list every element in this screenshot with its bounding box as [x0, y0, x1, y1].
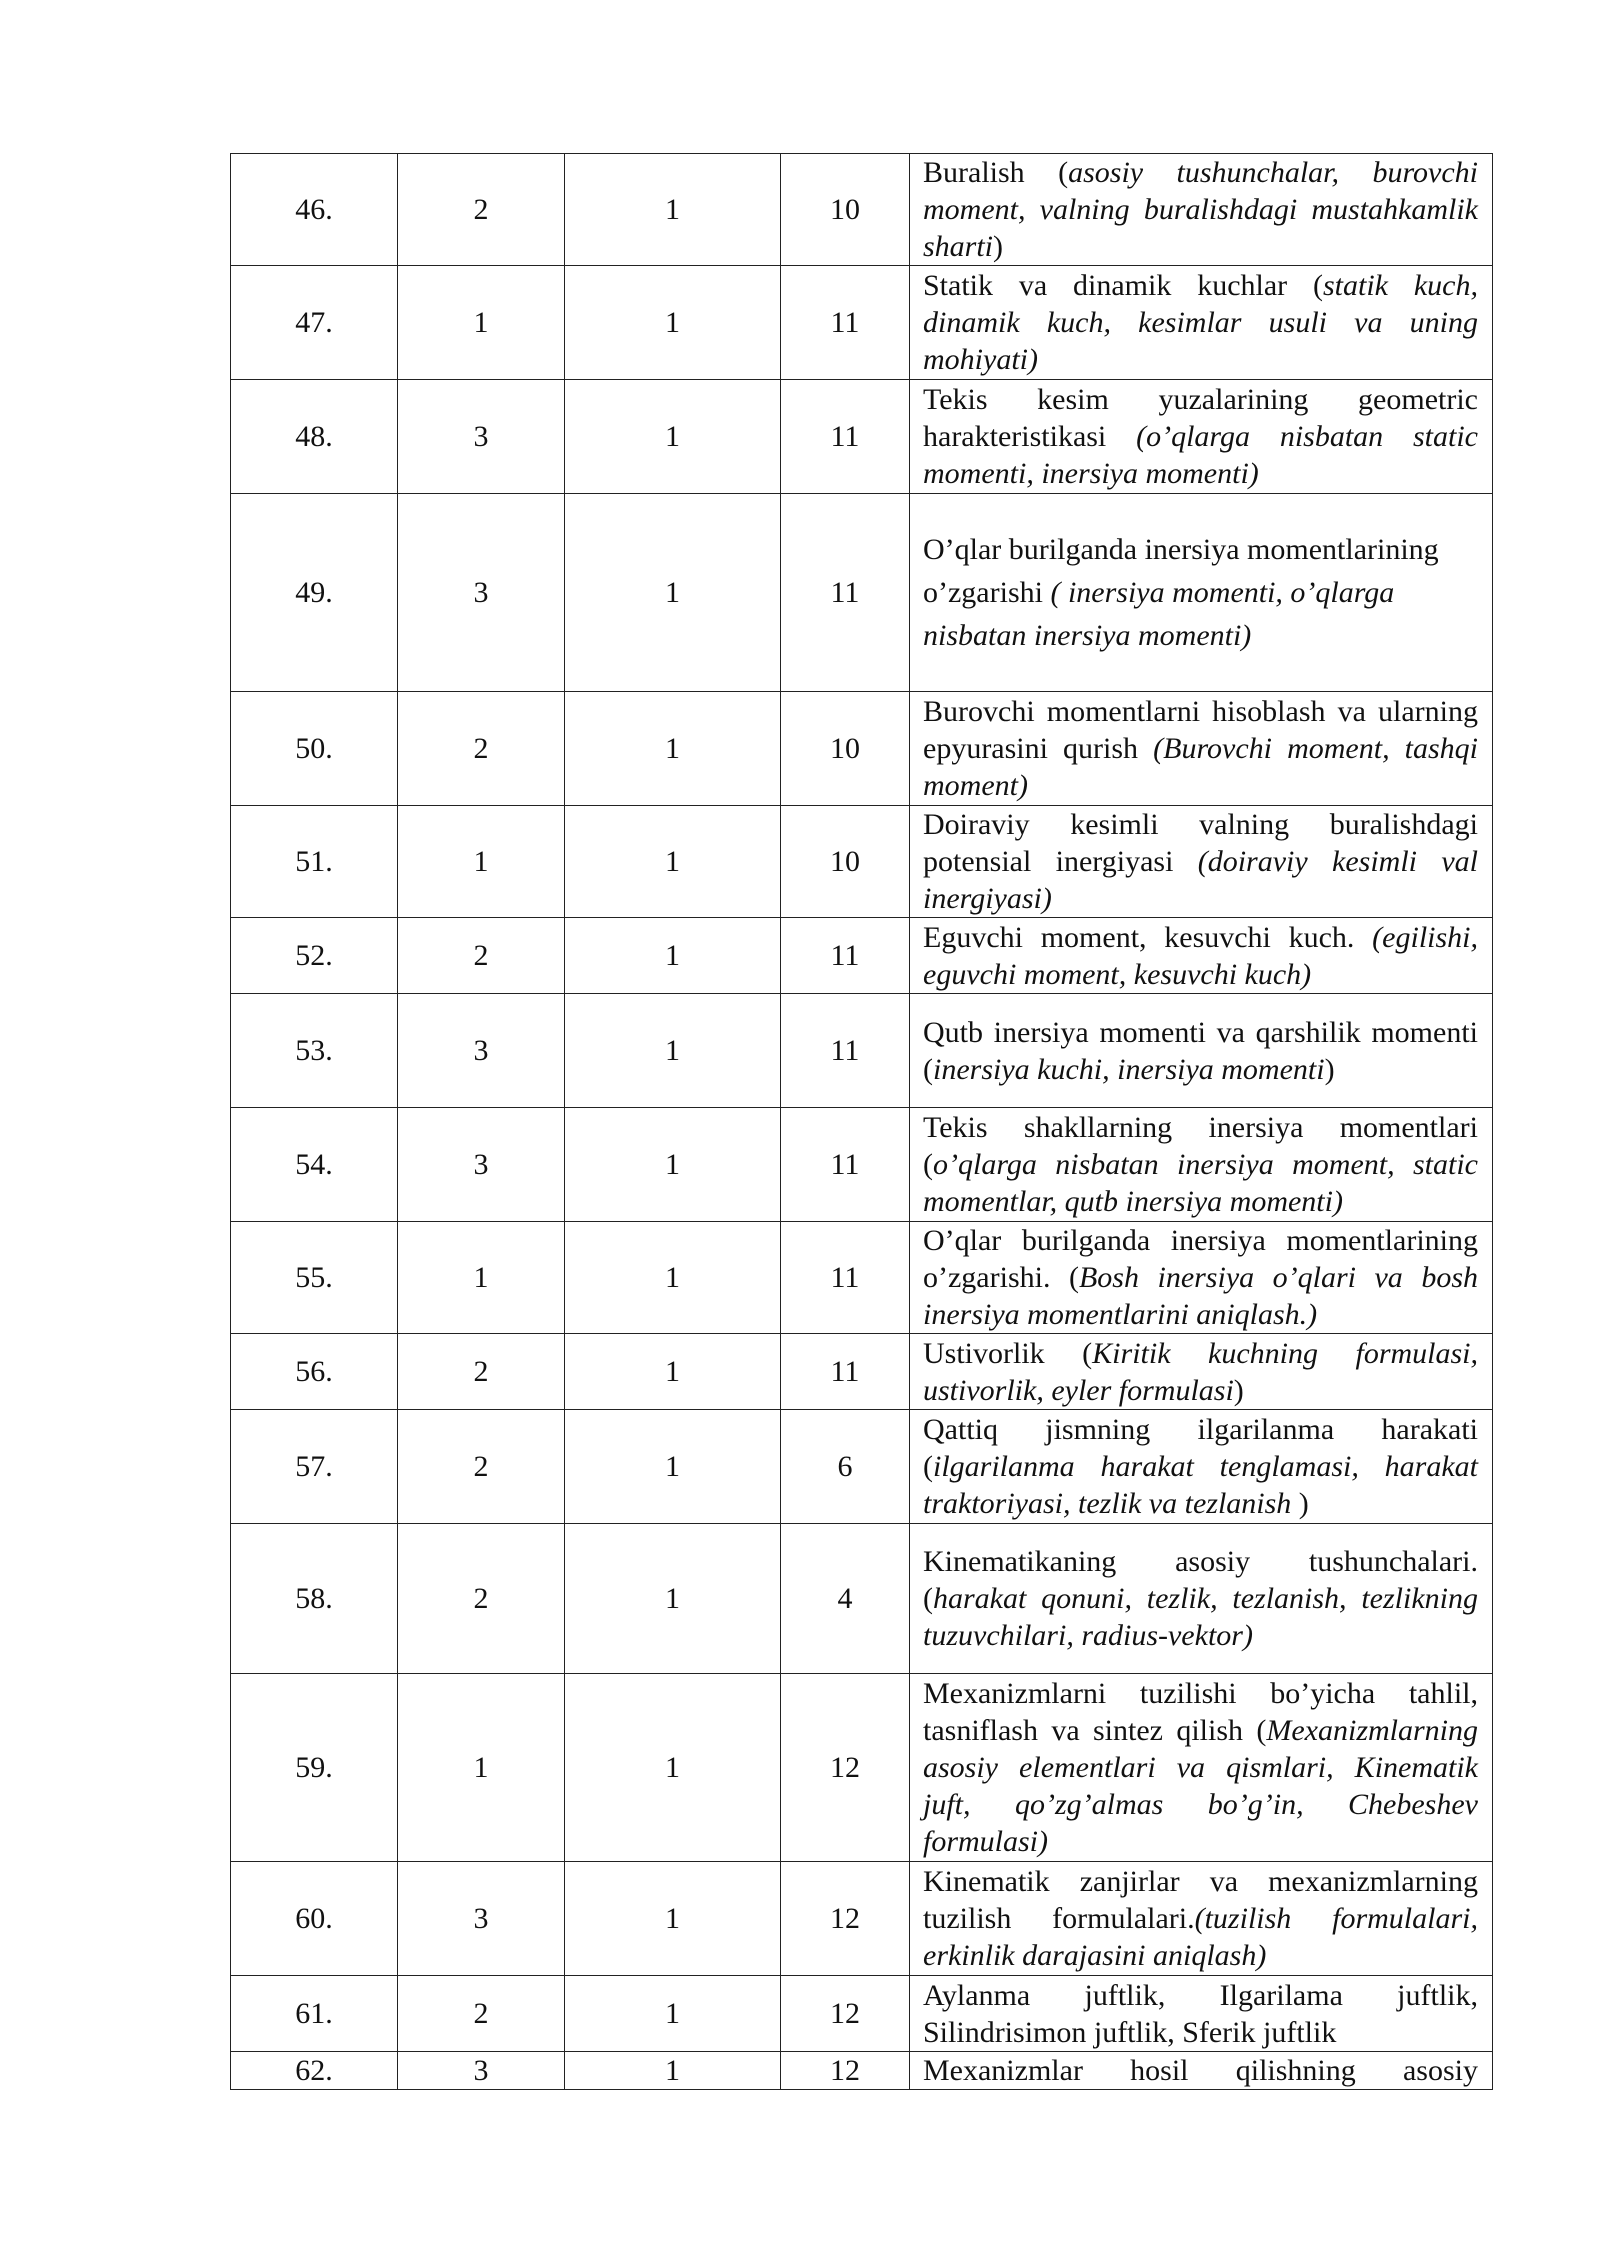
week-cell: 12: [781, 1674, 910, 1862]
row-number-cell: 54.: [231, 1108, 398, 1222]
credit-cell: 2: [398, 1976, 565, 2052]
topic-text: Mexanizmlarni tuzilishi bo’yicha tahlil, tasniflash va sintez qilish (: [923, 1677, 1478, 1747]
count-cell: 1: [565, 154, 781, 266]
table-row: [231, 1674, 1493, 1862]
table-row: [231, 692, 1493, 806]
topic-keywords-text: (egilishi, eguvchi moment, kesuvchi kuch): [923, 920, 1478, 991]
row-number-cell: 49.: [231, 494, 398, 692]
topic-keywords-text: Mexanizmlarning asosiy elementlari va qismlari, Kinematik juft, qo’zg’almas bo’g’in, Chebeshev formulasi): [923, 1714, 1478, 1858]
row-number-cell: 53.: [231, 994, 398, 1108]
count-cell: 1: [565, 1410, 781, 1524]
topic-cell: [910, 266, 1493, 380]
topic-text: Tekis shakllarning inersiya momentlari (: [923, 1111, 1478, 1181]
topics-table: [230, 153, 1493, 2090]
topic-cell: [910, 692, 1493, 806]
row-number-cell: 59.: [231, 1674, 398, 1862]
topic-text: Kinematikaning asosiy tushunchalari.(: [923, 1545, 1478, 1615]
table-row: [231, 806, 1493, 918]
week-cell: 12: [781, 2052, 910, 2090]
topic-cell: [910, 1222, 1493, 1334]
topic-keywords-text: inersiya kuchi, inersiya momenti: [933, 1052, 1325, 1086]
credit-cell: 1: [398, 806, 565, 918]
week-cell: 4: [781, 1524, 910, 1674]
topic-cell: [910, 994, 1493, 1108]
row-number-cell: 61.: [231, 1976, 398, 2052]
count-cell: 1: [565, 918, 781, 994]
credit-cell: 3: [398, 1108, 565, 1222]
topic-text: Doiraviy kesimli valning buralishdagi potensial inergiyasi: [923, 808, 1478, 878]
row-number-cell: 57.: [231, 1410, 398, 1524]
week-cell: 11: [781, 266, 910, 380]
credit-cell: 1: [398, 1222, 565, 1334]
count-cell: 1: [565, 994, 781, 1108]
table-row: [231, 1524, 1493, 1674]
count-cell: 1: [565, 1862, 781, 1976]
count-cell: 1: [565, 266, 781, 380]
topic-keywords-text: ( inersiya momenti, o’qlarga nisbatan inersiya momenti): [923, 576, 1395, 652]
week-cell: 11: [781, 1334, 910, 1410]
count-cell: 1: [565, 1674, 781, 1862]
count-cell: 1: [565, 692, 781, 806]
week-cell: 10: [781, 806, 910, 918]
row-number-cell: 52.: [231, 918, 398, 994]
topic-cell: [910, 1862, 1493, 1976]
topic-cell: [910, 494, 1493, 692]
table-row: [231, 1222, 1493, 1334]
count-cell: 1: [565, 2052, 781, 2090]
topic-keywords-text: o’qlarga nisbatan inersiya moment, static momentlar, qutb inersiya momenti): [923, 1148, 1478, 1218]
credit-cell: 3: [398, 2052, 565, 2090]
table-row: [231, 1862, 1493, 1976]
topic-text: Statik va dinamik kuchlar (: [923, 269, 1323, 302]
week-cell: 11: [781, 918, 910, 994]
topic-text: Mexanizmlar hosil qilishning asosiy: [923, 2054, 1478, 2087]
row-number-cell: 51.: [231, 806, 398, 918]
topic-keywords-text: ilgarilanma harakat tenglamasi, harakat traktoriyasi, tezlik va tezlanish: [923, 1450, 1478, 1520]
topic-keywords-text: (Burovchi moment, tashqi moment): [923, 732, 1479, 802]
topic-text: ): [993, 230, 1004, 263]
topic-keywords-text: (doiraviy kesimli val inergiyasi): [923, 845, 1478, 915]
count-cell: 1: [565, 1334, 781, 1410]
credit-cell: 2: [398, 692, 565, 806]
count-cell: 1: [565, 1524, 781, 1674]
topic-text: Eguvchi moment, kesuvchi kuch.: [923, 920, 1373, 954]
topic-text: Aylanma juftlik, Ilgarilama juftlik, Silindrisimon juftlik, Sferik juftlik: [923, 1978, 1478, 2049]
week-cell: 11: [781, 994, 910, 1108]
topic-keywords-text: harakat qonuni, tezlik, tezlanish, tezlikning tuzuvchilari, radius-vektor): [923, 1582, 1478, 1652]
topic-text: Qattiq jismning ilgarilanma harakati (: [923, 1413, 1478, 1483]
topic-cell: [910, 1108, 1493, 1222]
topic-cell: [910, 1976, 1493, 2052]
table-row: [231, 154, 1493, 266]
table-row: [231, 494, 1493, 692]
credit-cell: 2: [398, 154, 565, 266]
row-number-cell: 62.: [231, 2052, 398, 2090]
count-cell: 1: [565, 380, 781, 494]
topic-keywords-text: (tuzilish formulalari, erkinlik darajasini aniqlash): [923, 1902, 1478, 1972]
count-cell: 1: [565, 494, 781, 692]
topic-cell: [910, 806, 1493, 918]
week-cell: 11: [781, 380, 910, 494]
week-cell: 11: [781, 1108, 910, 1222]
topic-cell: [910, 2052, 1493, 2090]
table-row: [231, 918, 1493, 994]
topic-text: O’qlar burilganda inersiya momentlarining o’zgarishi. (: [923, 1224, 1478, 1294]
credit-cell: 2: [398, 1410, 565, 1524]
table-row: [231, 1108, 1493, 1222]
topic-cell: [910, 1334, 1493, 1410]
topics-table-body: [231, 154, 1493, 2090]
topic-keywords-text: Bosh inersiya o’qlari va bosh inersiya momentlarini aniqlash.): [923, 1261, 1478, 1331]
credit-cell: 1: [398, 266, 565, 380]
row-number-cell: 55.: [231, 1222, 398, 1334]
topic-keywords-text: (o’qlarga nisbatan static momenti, inersiya momenti): [923, 420, 1478, 490]
credit-cell: 3: [398, 494, 565, 692]
row-number-cell: 48.: [231, 380, 398, 494]
credit-cell: 2: [398, 1334, 565, 1410]
week-cell: 12: [781, 1976, 910, 2052]
topic-keywords-text: asosiy tushunchalar, burovchi moment, valning buralishdagi mustahkamlik sharti: [923, 156, 1478, 263]
topic-keywords-text: Kiritik kuchning formulasi, ustivorlik, eyler formulasi: [923, 1336, 1478, 1407]
table-row: [231, 1410, 1493, 1524]
week-cell: 11: [781, 494, 910, 692]
row-number-cell: 58.: [231, 1524, 398, 1674]
topic-text: Tekis kesim yuzalarining geometric harakteristikasi: [923, 383, 1478, 453]
table-row: [231, 1334, 1493, 1410]
topic-text: Ustivorlik (: [923, 1336, 1093, 1370]
topic-text: ): [1324, 1052, 1335, 1086]
topic-keywords-text: statik kuch, dinamik kuch, kesimlar usuli va uning mohiyati): [923, 269, 1478, 376]
week-cell: 6: [781, 1410, 910, 1524]
table-row: [231, 380, 1493, 494]
topic-text: ): [1291, 1487, 1309, 1520]
credit-cell: 2: [398, 918, 565, 994]
topic-cell: [910, 918, 1493, 994]
week-cell: 10: [781, 692, 910, 806]
count-cell: 1: [565, 806, 781, 918]
week-cell: 11: [781, 1222, 910, 1334]
week-cell: 10: [781, 154, 910, 266]
row-number-cell: 47.: [231, 266, 398, 380]
topic-cell: [910, 380, 1493, 494]
topic-text: Kinematik zanjirlar va mexanizmlarning tuzilish formulalari.: [923, 1865, 1478, 1935]
topic-cell: [910, 1674, 1493, 1862]
count-cell: 1: [565, 1222, 781, 1334]
row-number-cell: 60.: [231, 1862, 398, 1976]
row-number-cell: 50.: [231, 692, 398, 806]
table-row: [231, 994, 1493, 1108]
count-cell: 1: [565, 1108, 781, 1222]
topic-text: Qutb inersiya momenti va qarshilik momenti (: [923, 1015, 1478, 1086]
topic-text: ): [1233, 1373, 1244, 1407]
row-number-cell: 56.: [231, 1334, 398, 1410]
credit-cell: 1: [398, 1674, 565, 1862]
topic-text: Burovchi momentlarni hisoblash va ularning epyurasini qurish: [923, 695, 1478, 765]
topic-text: O’qlar burilganda inersiya momentlarining o’zgarishi: [923, 533, 1439, 609]
credit-cell: 2: [398, 1524, 565, 1674]
table-row: [231, 266, 1493, 380]
topic-cell: [910, 1410, 1493, 1524]
credit-cell: 3: [398, 994, 565, 1108]
week-cell: 12: [781, 1862, 910, 1976]
row-number-cell: 46.: [231, 154, 398, 266]
credit-cell: 3: [398, 1862, 565, 1976]
topic-cell: [910, 154, 1493, 266]
credit-cell: 3: [398, 380, 565, 494]
topic-cell: [910, 1524, 1493, 1674]
topic-text: Buralish (: [923, 156, 1069, 189]
table-row: [231, 1976, 1493, 2052]
count-cell: 1: [565, 1976, 781, 2052]
table-row: [231, 2052, 1493, 2090]
